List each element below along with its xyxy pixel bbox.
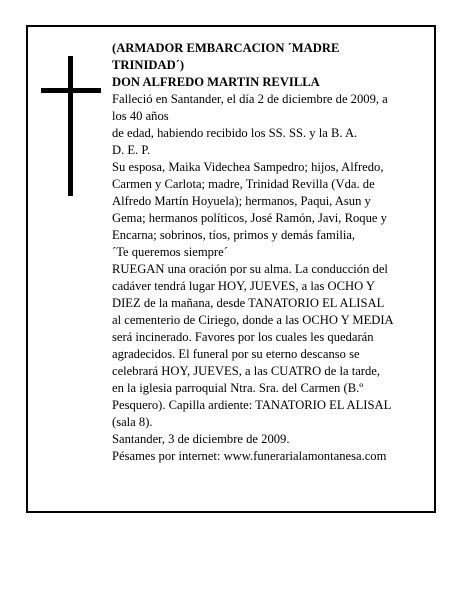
notice-line: Santander, 3 de diciembre de 2009.: [112, 432, 290, 446]
notice-line: al cementerio de Ciriego, donde a las OCHO Y MEDIA: [112, 313, 394, 327]
notice-line: los 40 años: [112, 109, 169, 123]
notice-line: ´Te queremos siempre´: [112, 245, 228, 259]
notice-line: Alfredo Martín Hoyuela); hermanos, Paqui, Asun y: [112, 194, 371, 208]
cross-icon-bar: [41, 88, 101, 93]
notice-line: celebrará HOY, JUEVES, a las CUATRO de la tarde,: [112, 364, 381, 378]
condolences-link-line: Pésames por internet: www.funerarialamontanesa.com: [112, 449, 387, 463]
obituary-text: [112, 40, 418, 465]
notice-line: (ARMADOR EMBARCACION ´MADRE: [112, 41, 340, 55]
notice-line: Encarna; sobrinos, tíos, primos y demás familia,: [112, 228, 356, 242]
notice-line: será incinerado. Favores por los cuales les quedarán: [112, 330, 374, 344]
deceased-name: DON ALFREDO MARTIN REVILLA: [112, 75, 320, 89]
notice-line: de edad, habiendo recibido los SS. SS. y la B. A.: [112, 126, 358, 140]
notice-line: agradecidos. El funeral por su eterno descanso se: [112, 347, 360, 361]
notice-line: Falleció en Santander, el día 2 de diciembre de 2009, a: [112, 92, 388, 106]
notice-line: TRINIDAD´): [112, 58, 185, 72]
notice-line: cadáver tendrá lugar HOY, JUEVES, a las OCHO Y: [112, 279, 376, 293]
notice-line: (sala 8).: [112, 415, 153, 429]
notice-line: RUEGAN una oración por su alma. La conducción del: [112, 262, 388, 276]
notice-line: en la iglesia parroquial Ntra. Sra. del Carmen (B.º: [112, 381, 364, 395]
notice-line: Gema; hermanos políticos, José Ramón, Javi, Roque y: [112, 211, 387, 225]
notice-line: DIEZ de la mañana, desde TANATORIO EL ALISAL: [112, 296, 385, 310]
cross-icon: [68, 56, 73, 196]
notice-line: Carmen y Carlota; madre, Trinidad Revilla (Vda. de: [112, 177, 375, 191]
notice-line: Pesquero). Capilla ardiente: TANATORIO EL ALISAL: [112, 398, 392, 412]
notice-line: Su esposa, Maika Videchea Sampedro; hijos, Alfredo,: [112, 160, 384, 174]
notice-line: D. E. P.: [112, 143, 151, 157]
